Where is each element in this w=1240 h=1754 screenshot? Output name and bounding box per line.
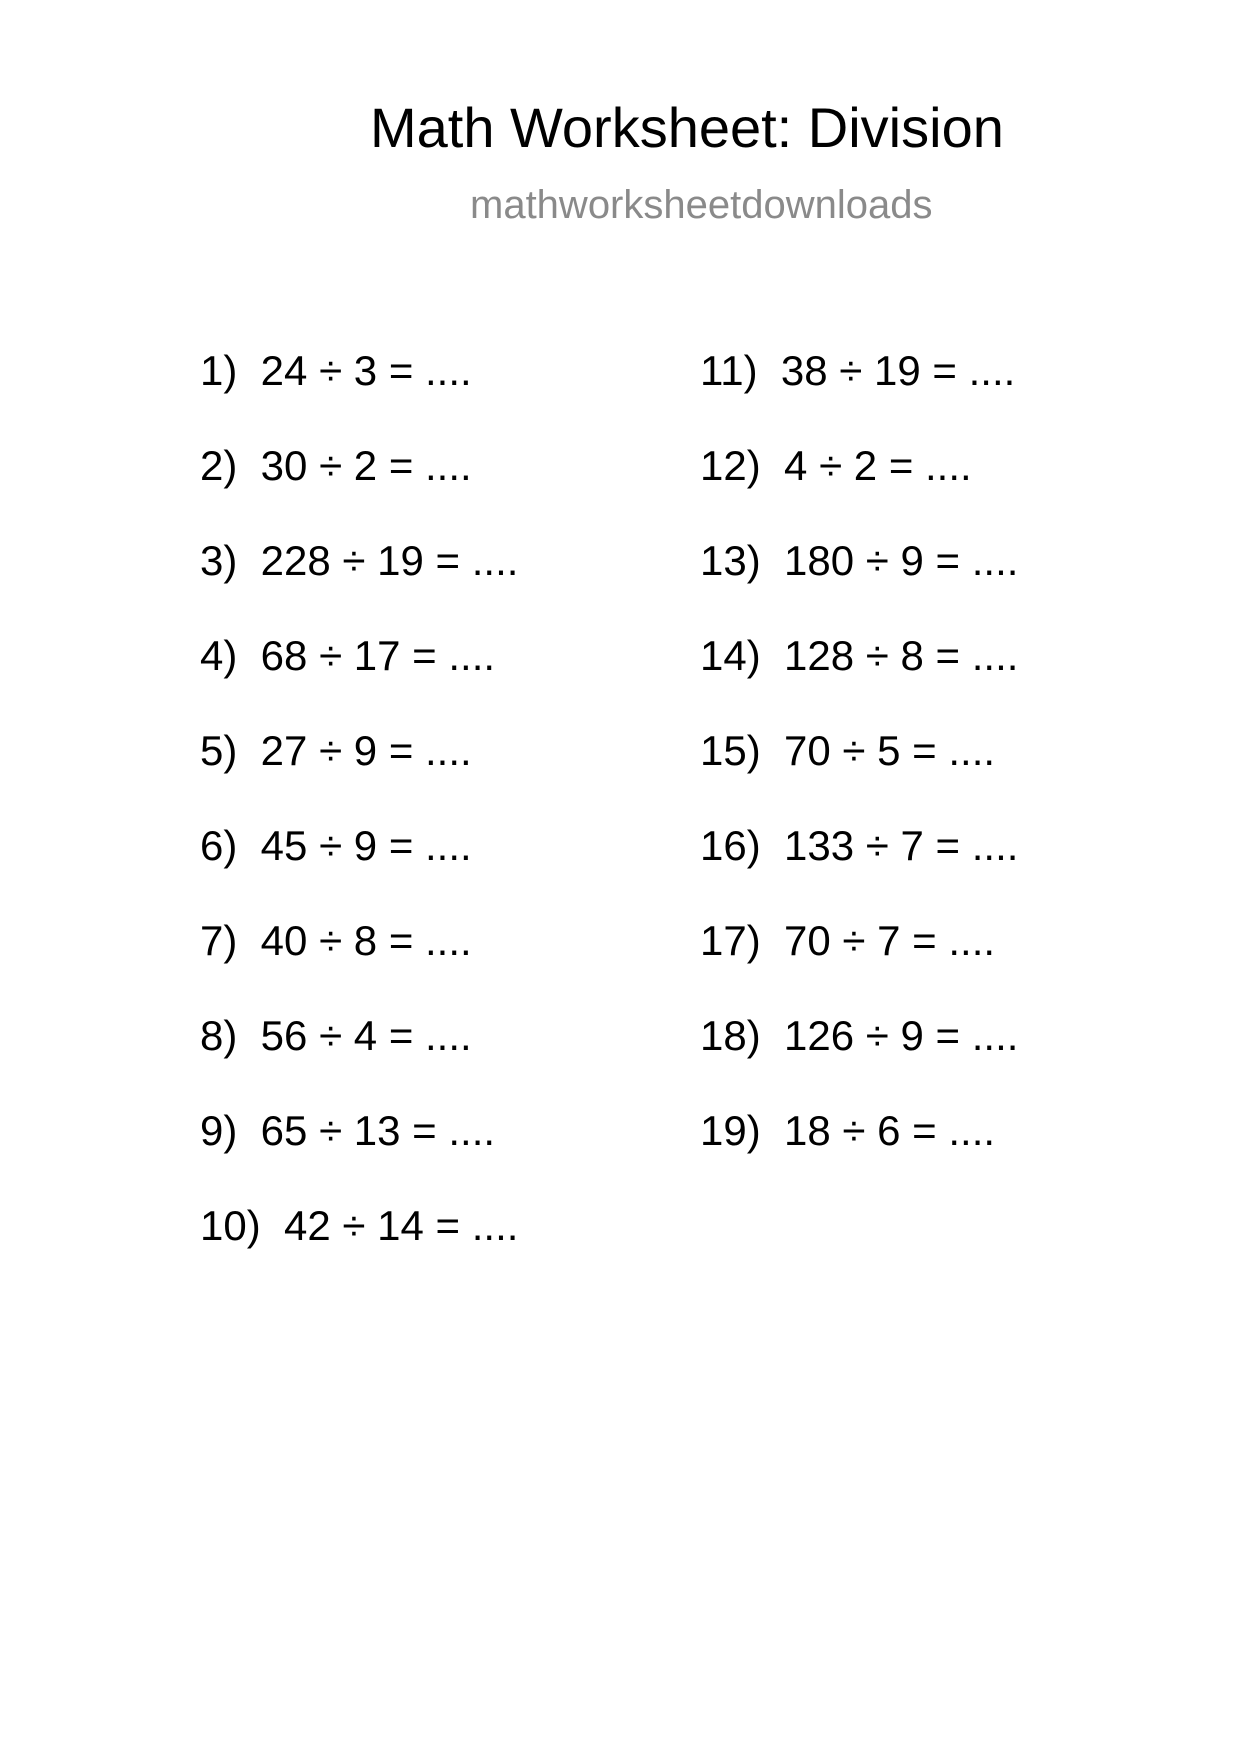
problem-5: 5) 27 ÷ 9 = ....	[200, 727, 472, 774]
problem-3: 3) 228 ÷ 19 = ....	[200, 537, 519, 584]
worksheet-title: Math Worksheet: Division	[370, 96, 1004, 159]
problem-6: 6) 45 ÷ 9 = ....	[200, 822, 472, 869]
problem-2: 2) 30 ÷ 2 = ....	[200, 442, 472, 489]
problem-13: 13) 180 ÷ 9 = ....	[700, 537, 1019, 584]
problem-14: 14) 128 ÷ 8 = ....	[700, 632, 1019, 679]
problem-16: 16) 133 ÷ 7 = ....	[700, 822, 1019, 869]
problem-17: 17) 70 ÷ 7 = ....	[700, 917, 996, 964]
problem-9: 9) 65 ÷ 13 = ....	[200, 1107, 496, 1154]
problem-12: 12) 4 ÷ 2 = ....	[700, 442, 972, 489]
problem-19: 19) 18 ÷ 6 = ....	[700, 1107, 996, 1154]
problem-4: 4) 68 ÷ 17 = ....	[200, 632, 496, 679]
problem-15: 15) 70 ÷ 5 = ....	[700, 727, 996, 774]
worksheet-source: mathworksheetdownloads	[470, 183, 933, 227]
problem-10: 10) 42 ÷ 14 = ....	[200, 1202, 519, 1249]
problem-1: 1) 24 ÷ 3 = ....	[200, 347, 472, 394]
problem-7: 7) 40 ÷ 8 = ....	[200, 917, 472, 964]
problem-11: 11) 38 ÷ 19 = ....	[700, 347, 1016, 394]
problem-list-right	[700, 347, 1019, 1205]
problem-18: 18) 126 ÷ 9 = ....	[700, 1012, 1019, 1059]
problem-list-left	[200, 347, 519, 1300]
problem-8: 8) 56 ÷ 4 = ....	[200, 1012, 472, 1059]
